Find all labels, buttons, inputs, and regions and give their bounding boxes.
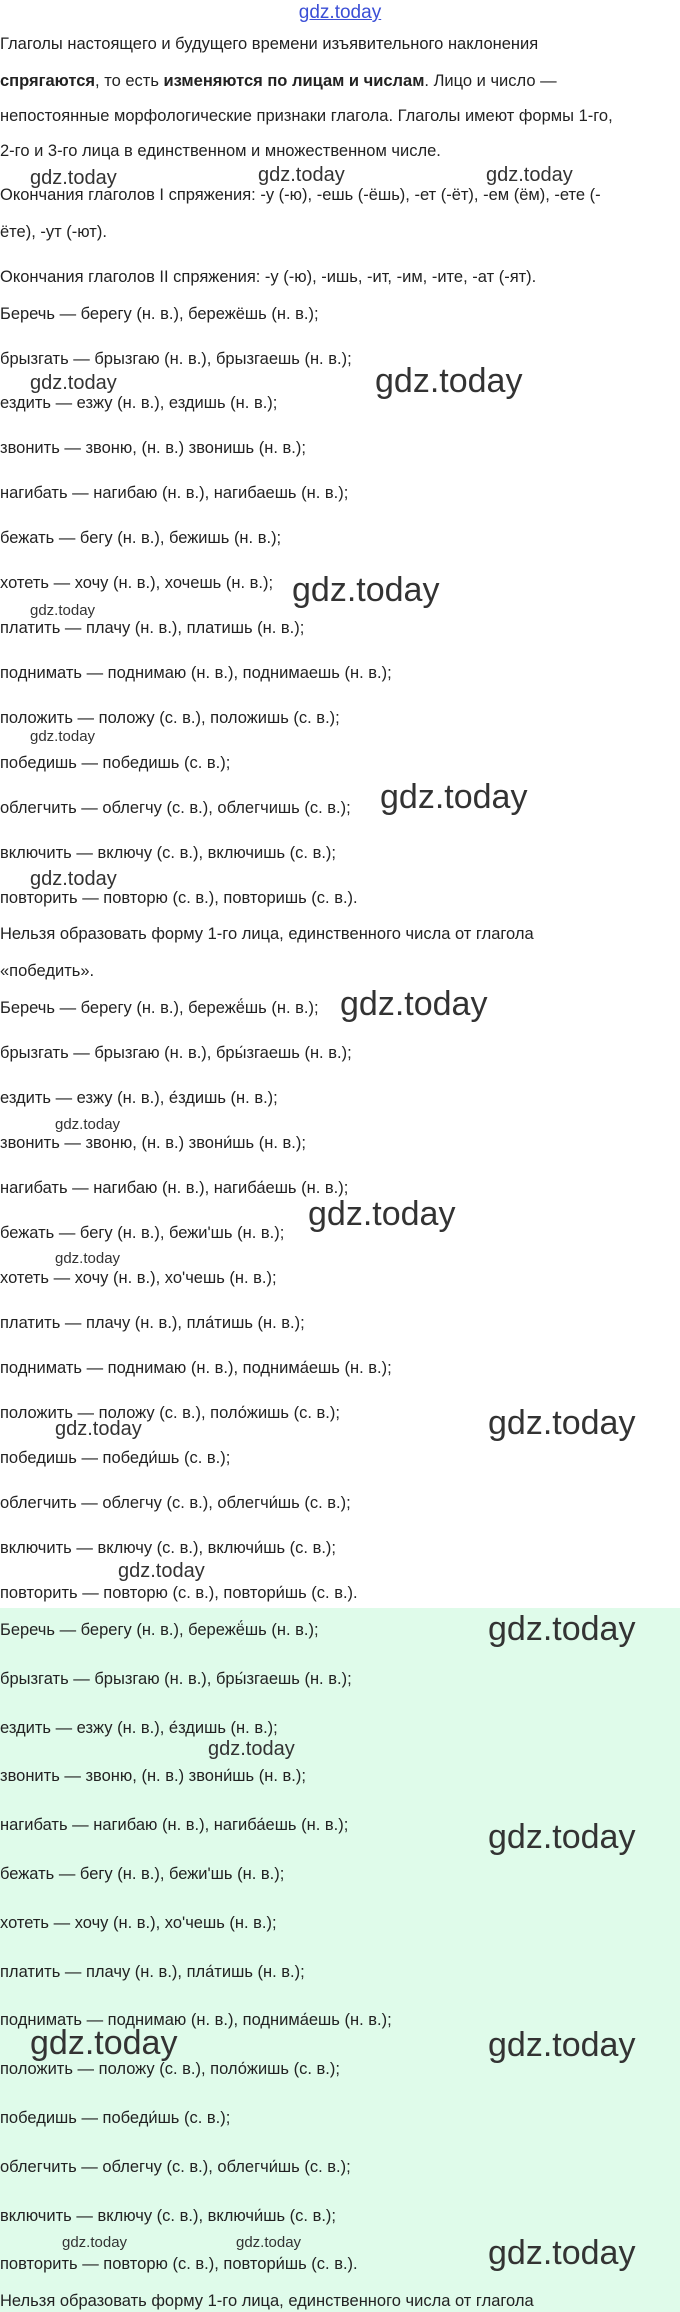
watermark: gdz.today xyxy=(30,602,96,619)
site-link[interactable]: gdz.today xyxy=(298,2,382,23)
note-line-1: Нельзя образовать форму 1-го лица, единственного числа от глагола xyxy=(0,925,534,943)
list3-item: победишь — победи́шь (с. в.); xyxy=(0,2109,231,2127)
note-line-2: «победить». xyxy=(0,962,95,980)
list1-item: включить — включу (с. в.), включишь (с. в.); xyxy=(0,844,336,862)
list2-item: облегчить — облегчу (с. в.), облегчи́шь (с. в.); xyxy=(0,1494,351,1512)
watermark: gdz.today xyxy=(30,728,96,745)
list3-item: положить — положу (с. в.), поло́жишь (с. в.); xyxy=(0,2060,340,2078)
list2-item: брызгать — брызгаю (н. в.), бры́згаешь (н. в.); xyxy=(0,1044,352,1062)
watermark: gdz.today xyxy=(55,1418,142,1440)
list1-item: поднимать — поднимаю (н. в.), поднимаешь (н. в.); xyxy=(0,664,392,682)
watermark: gdz.today xyxy=(62,2234,128,2251)
watermark: gdz.today xyxy=(380,778,528,816)
list2-item: хотеть — хочу (н. в.), хо'чешь (н. в.); xyxy=(0,1269,277,1287)
intro-bold-conjugate: спрягаются xyxy=(0,72,96,90)
watermark: gdz.today xyxy=(292,571,440,609)
list3-item: хотеть — хочу (н. в.), хо'чешь (н. в.); xyxy=(0,1914,277,1932)
list2-item: ездить — езжу (н. в.), е́здишь (н. в.); xyxy=(0,1089,278,1107)
list1-item: положить — положу (с. в.), положишь (с. в.); xyxy=(0,709,340,727)
intro-text: , то есть xyxy=(95,72,164,90)
list3-item: бежать — бегу (н. в.), бежи'шь (н. в.); xyxy=(0,1865,285,1883)
list3-item: звонить — звоню, (н. в.) звони́шь (н. в.); xyxy=(0,1767,306,1785)
list2-item: платить — плачу (н. в.), пла́тишь (н. в.); xyxy=(0,1314,305,1332)
intro-line-4: 2-го и 3-го лица в единственном и множественном числе. xyxy=(0,142,441,160)
list1-item: звонить — звоню, (н. в.) звонишь (н. в.); xyxy=(0,439,306,457)
watermark: gdz.today xyxy=(488,1610,636,1648)
watermark: gdz.today xyxy=(30,868,117,890)
list2-item: бежать — бегу (н. в.), бежи'шь (н. в.); xyxy=(0,1224,285,1242)
watermark: gdz.today xyxy=(236,2234,302,2251)
intro-line-3: непостоянные морфологические признаки глагола. Глаголы имеют формы 1-го, xyxy=(0,107,613,125)
list3-item: повторить — повторю (с. в.), повтори́шь (с. в.). xyxy=(0,2255,358,2273)
watermark: gdz.today xyxy=(308,1195,456,1233)
list3-item: Беречь — берегу (н. в.), бережё́шь (н. в.); xyxy=(0,1621,319,1639)
watermark: gdz.today xyxy=(488,1404,636,1442)
watermark: gdz.today xyxy=(375,362,523,400)
watermark: gdz.today xyxy=(118,1560,205,1582)
list1-item: повторить — повторю (с. в.), повторишь (с. в.). xyxy=(0,889,358,907)
watermark: gdz.today xyxy=(55,1250,121,1267)
list2-item: звонить — звоню, (н. в.) звони́шь (н. в.); xyxy=(0,1134,306,1152)
list1-item: брызгать — брызгаю (н. в.), брызгаешь (н. в.); xyxy=(0,350,352,368)
watermark: gdz.today xyxy=(340,985,488,1023)
list3-item: платить — плачу (н. в.), пла́тишь (н. в.); xyxy=(0,1963,305,1981)
list1-item: победишь — победишь (с. в.); xyxy=(0,754,231,772)
list3-item: брызгать — брызгаю (н. в.), бры́згаешь (н. в.); xyxy=(0,1670,352,1688)
watermark: gdz.today xyxy=(30,2024,178,2062)
list3-item: нагибать — нагибаю (н. в.), нагиба́ешь (н. в.); xyxy=(0,1816,349,1834)
list3-item: включить — включу (с. в.), включи́шь (с. в.); xyxy=(0,2207,336,2225)
watermark: gdz.today xyxy=(30,372,117,394)
list1-item: Беречь — берегу (н. в.), бережёшь (н. в.); xyxy=(0,305,319,323)
list3-item: облегчить — облегчу (с. в.), облегчи́шь (с. в.); xyxy=(0,2158,351,2176)
intro-bold-change: изменяются по лицам и числам xyxy=(163,72,425,90)
watermark: gdz.today xyxy=(488,1818,636,1856)
list2-item: положить — положу (с. в.), поло́жишь (с. в.); xyxy=(0,1404,340,1422)
list2-item: поднимать — поднимаю (н. в.), поднима́ешь (н. в.); xyxy=(0,1359,392,1377)
list1-item: платить — плачу (н. в.), платишь (н. в.); xyxy=(0,619,305,637)
intro-line-2 xyxy=(0,70,680,92)
intro-line-1: Глаголы настоящего и будущего времени изъявительного наклонения xyxy=(0,35,539,53)
watermark: gdz.today xyxy=(488,2026,636,2064)
watermark: gdz.today xyxy=(486,164,573,186)
list1-item: хотеть — хочу (н. в.), хочешь (н. в.); xyxy=(0,574,274,592)
list1-item: облегчить — облегчу (с. в.), облегчишь (с. в.); xyxy=(0,799,351,817)
list2-item: Беречь — берегу (н. в.), бережё́шь (н. в.); xyxy=(0,999,319,1017)
list2-item: нагибать — нагибаю (н. в.), нагиба́ешь (н. в.); xyxy=(0,1179,349,1197)
endings-first-conj-line-1: Окончания глаголов I спряжения: -у (-ю), -ешь (-ёшь), -ет (-ёт), -ем (ём), -ете (- xyxy=(0,186,601,204)
watermark: gdz.today xyxy=(258,164,345,186)
watermark: gdz.today xyxy=(30,167,117,189)
intro-text: . Лицо и число — xyxy=(424,72,557,90)
note-bottom-line: Нельзя образовать форму 1-го лица, единственного числа от глагола xyxy=(0,2292,534,2310)
endings-second-conj: Окончания глаголов II спряжения: -у (-ю), -ишь, -ит, -им, -ите, -ат (-ят). xyxy=(0,268,537,286)
list2-item: включить — включу (с. в.), включи́шь (с. в.); xyxy=(0,1539,336,1557)
watermark: gdz.today xyxy=(488,2234,636,2272)
list1-item: нагибать — нагибаю (н. в.), нагибаешь (н. в.); xyxy=(0,484,349,502)
list3-item: ездить — езжу (н. в.), е́здишь (н. в.); xyxy=(0,1719,278,1737)
list2-item: победишь — победи́шь (с. в.); xyxy=(0,1449,231,1467)
watermark: gdz.today xyxy=(55,1116,121,1133)
list1-item: бежать — бегу (н. в.), бежишь (н. в.); xyxy=(0,529,282,547)
list3-item: поднимать — поднимаю (н. в.), поднима́ешь (н. в.); xyxy=(0,2011,392,2029)
list1-item: ездить — езжу (н. в.), ездишь (н. в.); xyxy=(0,394,278,412)
endings-first-conj-line-2: ёте), -ут (-ют). xyxy=(0,223,107,241)
watermark: gdz.today xyxy=(208,1738,295,1760)
list2-item: повторить — повторю (с. в.), повтори́шь (с. в.). xyxy=(0,1584,358,1602)
